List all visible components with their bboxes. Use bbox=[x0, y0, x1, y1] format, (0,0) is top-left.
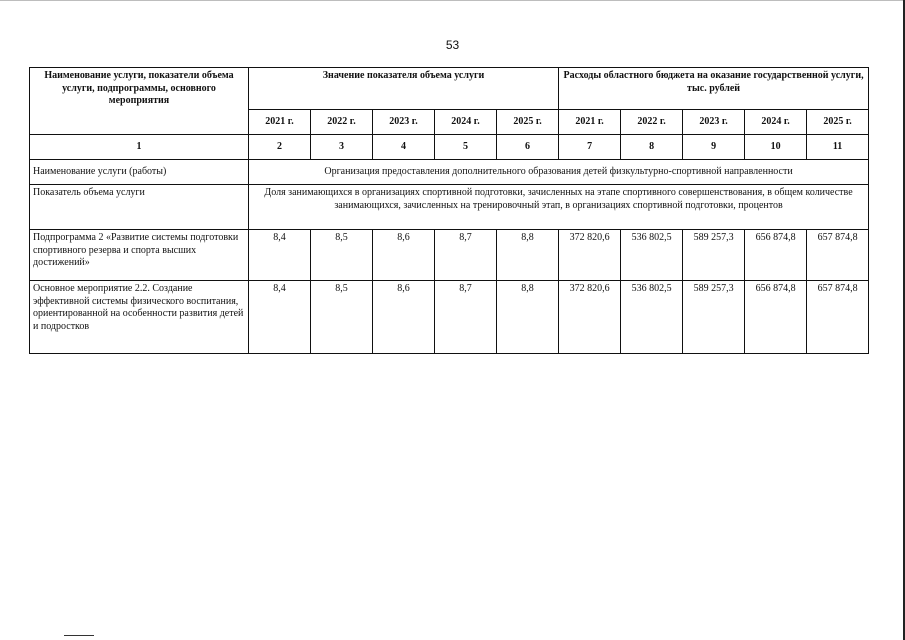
service-label: Наименование услуги (работы) bbox=[30, 160, 249, 185]
volume-value: 8,4 bbox=[249, 230, 311, 281]
column-number: 3 bbox=[311, 135, 373, 160]
budget-table bbox=[29, 67, 869, 354]
scan-top-edge bbox=[0, 0, 905, 1]
volume-value: 8,6 bbox=[373, 281, 435, 354]
volume-value: 8,6 bbox=[373, 230, 435, 281]
column-number: 7 bbox=[559, 135, 621, 160]
header-year: 2023 г. bbox=[683, 110, 745, 135]
column-number: 10 bbox=[745, 135, 807, 160]
column-numbers-row bbox=[30, 135, 869, 160]
header-year: 2021 г. bbox=[249, 110, 311, 135]
indicator-label: Показатель объема услуги bbox=[30, 185, 249, 230]
header-expense-group: Расходы областного бюджета на оказание государственной услуги, тыс. рублей bbox=[559, 68, 869, 110]
main-event-label: Основное мероприятие 2.2. Создание эффективной системы физического воспитания, ориентированной на особенности развития детей и подростков bbox=[30, 281, 249, 354]
header-year: 2022 г. bbox=[311, 110, 373, 135]
header-year: 2024 г. bbox=[745, 110, 807, 135]
header-row bbox=[30, 68, 869, 110]
volume-value: 8,4 bbox=[249, 281, 311, 354]
expense-value: 372 820,6 bbox=[559, 230, 621, 281]
page-number: 53 bbox=[445, 38, 460, 52]
expense-value: 657 874,8 bbox=[807, 230, 869, 281]
column-number: 4 bbox=[373, 135, 435, 160]
column-number: 8 bbox=[621, 135, 683, 160]
volume-value: 8,8 bbox=[497, 281, 559, 354]
subprogram-row bbox=[30, 230, 869, 281]
header-name-column: Наименование услуги, показатели объема услуги, подпрограммы, основного мероприятия bbox=[30, 68, 249, 135]
expense-value: 657 874,8 bbox=[807, 281, 869, 354]
indicator-value: Доля занимающихся в организациях спортивной подготовки, зачисленных на этапе спортивного совершенствования, в общем количестве занимающихся, зачисленных на тренировочный этап, в организациях спортивной подготовки, процентов bbox=[249, 185, 869, 230]
expense-value: 656 874,8 bbox=[745, 230, 807, 281]
header-volume-group: Значение показателя объема услуги bbox=[249, 68, 559, 110]
column-number: 11 bbox=[807, 135, 869, 160]
main-event-row bbox=[30, 281, 869, 354]
volume-value: 8,7 bbox=[435, 230, 497, 281]
header-year: 2023 г. bbox=[373, 110, 435, 135]
column-number: 9 bbox=[683, 135, 745, 160]
header-year: 2025 г. bbox=[807, 110, 869, 135]
column-number: 5 bbox=[435, 135, 497, 160]
header-year: 2025 г. bbox=[497, 110, 559, 135]
volume-value: 8,5 bbox=[311, 230, 373, 281]
column-number: 1 bbox=[30, 135, 249, 160]
subprogram-label: Подпрограмма 2 «Развитие системы подготовки спортивного резерва и спорта высших достижений» bbox=[30, 230, 249, 281]
indicator-row bbox=[30, 185, 869, 230]
expense-value: 589 257,3 bbox=[683, 281, 745, 354]
column-number: 2 bbox=[249, 135, 311, 160]
expense-value: 656 874,8 bbox=[745, 281, 807, 354]
service-row bbox=[30, 160, 869, 185]
expense-value: 536 802,5 bbox=[621, 230, 683, 281]
scan-mark bbox=[64, 635, 94, 636]
header-year: 2021 г. bbox=[559, 110, 621, 135]
expense-value: 589 257,3 bbox=[683, 230, 745, 281]
expense-value: 536 802,5 bbox=[621, 281, 683, 354]
header-year: 2024 г. bbox=[435, 110, 497, 135]
volume-value: 8,8 bbox=[497, 230, 559, 281]
header-year: 2022 г. bbox=[621, 110, 683, 135]
volume-value: 8,7 bbox=[435, 281, 497, 354]
volume-value: 8,5 bbox=[311, 281, 373, 354]
column-number: 6 bbox=[497, 135, 559, 160]
expense-value: 372 820,6 bbox=[559, 281, 621, 354]
service-value: Организация предоставления дополнительного образования детей физкультурно-спортивной направленности bbox=[249, 160, 869, 185]
